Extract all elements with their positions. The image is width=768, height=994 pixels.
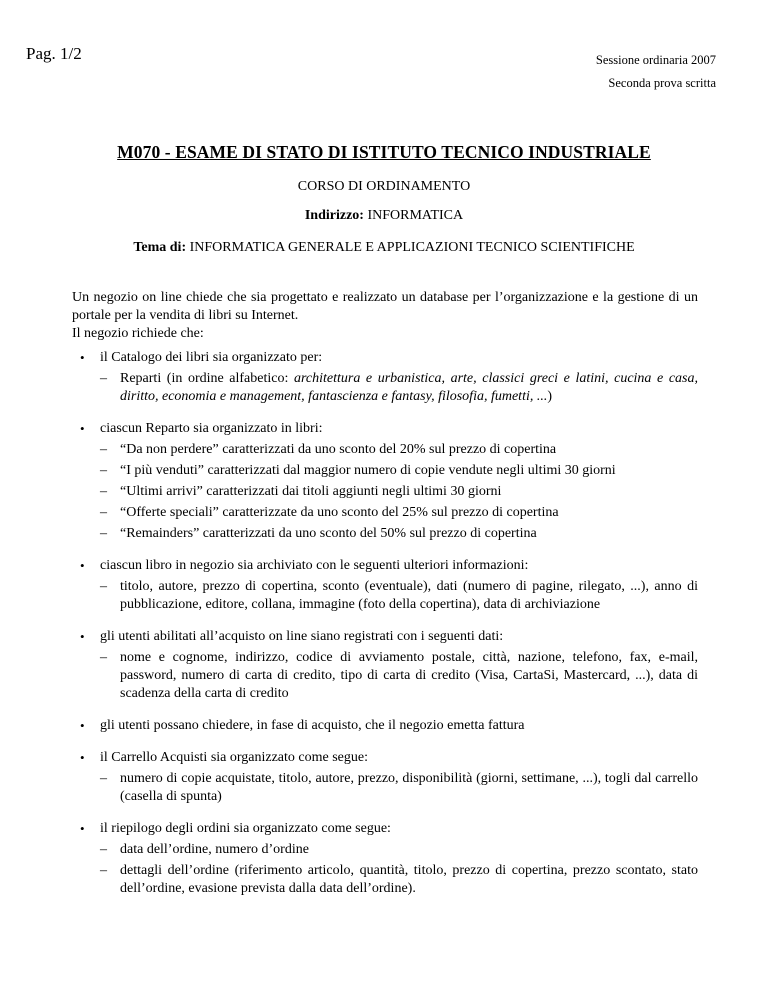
requirement-utenti <box>80 628 698 703</box>
intro-paragraph: Un negozio on line chiede che sia progettato e realizzato un database per l’organizzazione e la gestione di un portale per la vendita di libri su Internet. <box>72 290 698 323</box>
sub-list <box>100 370 698 406</box>
indirizzo-line <box>0 208 768 224</box>
tema-label: Tema di: <box>133 240 187 255</box>
requirement-text: ciascun Reparto sia organizzato in libri: <box>100 421 323 436</box>
requirement-text: il riepilogo degli ordini sia organizzato come segue: <box>100 821 391 836</box>
indirizzo-value: INFORMATICA <box>363 208 464 223</box>
sub-item: – dettagli dell’ordine (riferimento articolo, quantità, titolo, prezzo di copertina, prezzo scontato, stato dell’ordine, evasione prevista dalla data dell’ordine). <box>100 862 698 898</box>
requirement-text: gli utenti possano chiedere, in fase di acquisto, che il negozio emetta fattura <box>100 718 525 733</box>
requirement-carrello <box>80 749 698 806</box>
requirement-libro <box>80 557 698 614</box>
sub-list <box>100 649 698 703</box>
session-label: Sessione ordinaria 2007 <box>595 53 716 67</box>
sub-item: – numero di copie acquistate, titolo, autore, prezzo, disponibilità (giorni, settimane, ...), togli dal carrello (casella di spunta) <box>100 770 698 806</box>
requirement-fattura <box>80 717 698 735</box>
sub-item: – titolo, autore, prezzo di copertina, sconto (eventuale), dati (numero di pagine, rilegato, ...), anno di pubblicazione, editore, collana, immagine (foto della copertina), data di archiviazione <box>100 578 698 614</box>
requirement-ordini <box>80 820 698 898</box>
sub-item <box>100 370 698 406</box>
sub-item: – “Remainders” caratterizzati da uno sconto del 50% sul prezzo di copertina <box>100 525 698 543</box>
sub-item-prefix: Reparti (in ordine alfabetico: <box>120 371 294 386</box>
intro-text <box>72 289 698 343</box>
sub-list <box>100 841 698 898</box>
sub-item-italic: architettura e urbanistica, arte, classici greci e latini, cucina e casa, diritto, economia e management, fantascienza e fantasy, filosofia, fumetti, ... <box>120 371 698 404</box>
requirement-text: il Carrello Acquisti sia organizzato come segue: <box>100 750 368 765</box>
requirements-list <box>80 349 698 912</box>
session-info <box>596 49 716 95</box>
sub-item: – “Offerte speciali” caratterizzate da uno sconto del 25% sul prezzo di copertina <box>100 504 698 522</box>
prova-label: Seconda prova scritta <box>608 76 716 90</box>
sub-item: – data dell’ordine, numero d’ordine <box>100 841 698 859</box>
sub-list <box>100 578 698 614</box>
sub-item: – “I più venduti” caratterizzati dal maggior numero di copie vendute negli ultimi 30 giorni <box>100 462 698 480</box>
sub-item: – nome e cognome, indirizzo, codice di avviamento postale, città, nazione, telefono, fax, e-mail, password, numero di carta di credito, tipo di carta di credito (Visa, CartaSi, Mastercard, ...), data di scadenza della carta di credito <box>100 649 698 703</box>
sub-list <box>100 441 698 543</box>
requirement-reparto <box>80 420 698 543</box>
requirement-text: gli utenti abilitati all’acquisto on line siano registrati con i seguenti dati: <box>100 629 504 644</box>
requirement-text: il Catalogo dei libri sia organizzato per: <box>100 350 323 365</box>
tema-line <box>0 240 768 256</box>
sub-item: – “Da non perdere” caratterizzati da uno sconto del 20% sul prezzo di copertina <box>100 441 698 459</box>
requirement-text: ciascun libro in negozio sia archiviato con le seguenti ulteriori informazioni: <box>100 558 529 573</box>
sub-item: – “Ultimi arrivi” caratterizzati dai titoli aggiunti negli ultimi 30 giorni <box>100 483 698 501</box>
page-number: Pag. 1/2 <box>26 44 82 63</box>
indirizzo-label: Indirizzo: <box>304 208 364 223</box>
intro-lead: Il negozio richiede che: <box>72 326 204 341</box>
sub-item-suffix: ) <box>547 389 553 404</box>
sub-list <box>100 770 698 806</box>
course-line: CORSO DI ORDINAMENTO <box>297 179 471 194</box>
tema-value: INFORMATICA GENERALE E APPLICAZIONI TECNICO SCIENTIFICHE <box>186 240 635 255</box>
requirement-catalog <box>80 349 698 406</box>
document-title: M070 - ESAME DI STATO DI ISTITUTO TECNICO INDUSTRIALE <box>117 142 651 162</box>
